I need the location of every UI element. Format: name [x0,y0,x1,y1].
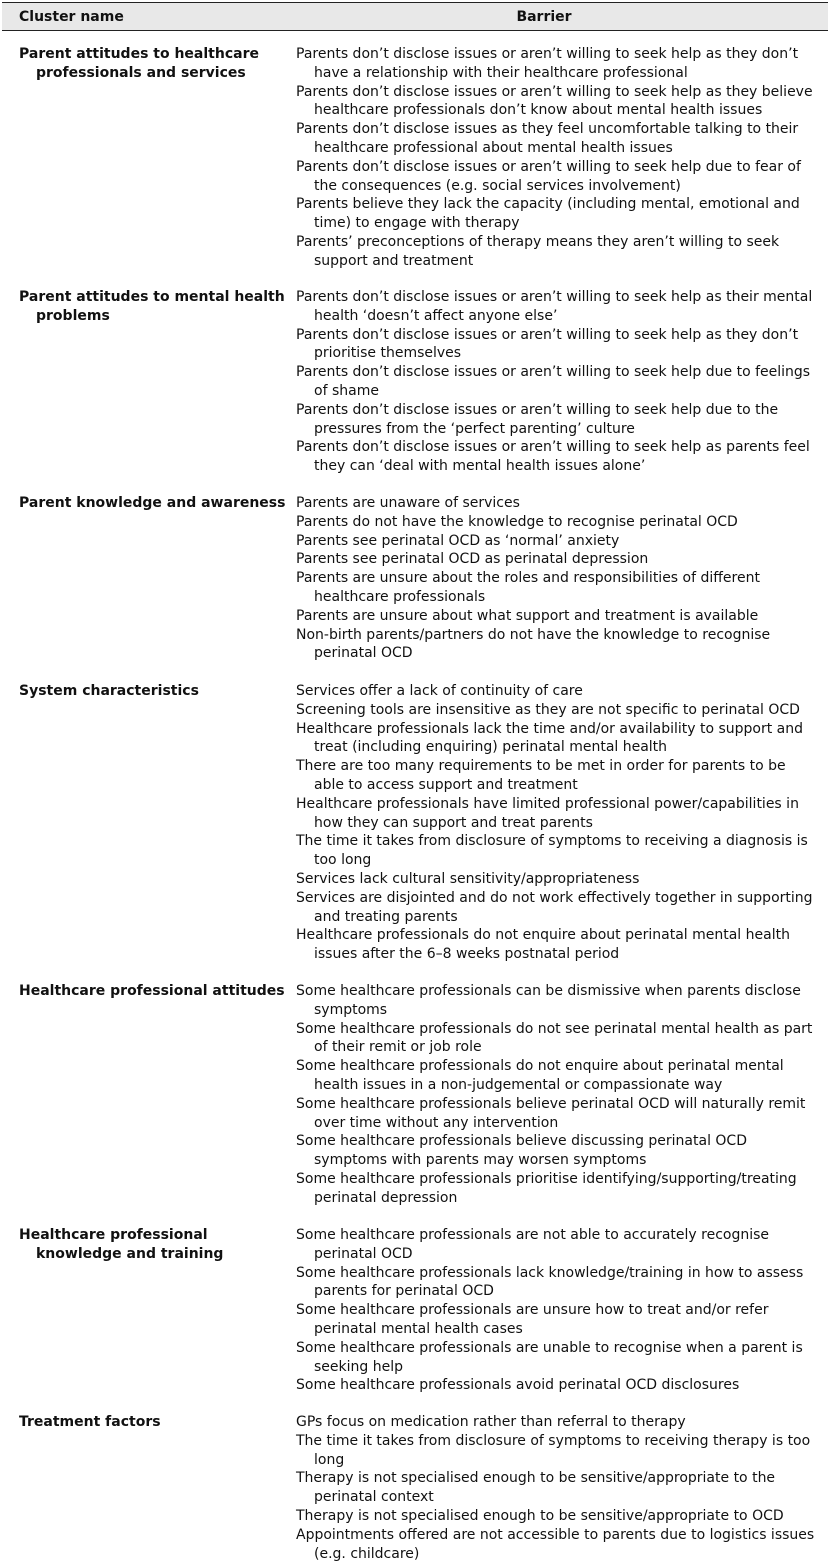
barrier-item: Healthcare professionals have limited professional power/capabilities in how they can support and treat parents [296,795,799,831]
barrier-list [296,1413,828,1563]
barrier-item: Non-birth parents/partners do not have the knowledge to recognise perinatal OCD [296,626,771,662]
barrier-item: The time it takes from disclosure of symptoms to receiving a diagnosis is too long [296,833,808,869]
barrier-item: Parents don’t disclose issues or aren’t willing to seek help as they don’t have a relationship with their healthcare professional [296,46,799,81]
barrier-item: Parents are unsure about what support and treatment is available [296,607,759,624]
barrier-item: Healthcare professionals lack the time and/or availability to support and treat (including enquiring) perinatal mental health [296,720,804,756]
cluster-name: Treatment factors [19,1414,161,1430]
header-barrier: Barrier [516,8,572,25]
cluster-name: Healthcare professional attitudes [19,983,285,999]
barrier-item: Some healthcare professionals do not enquire about perinatal mental health issues in a non-judgemental or compassionate way [296,1058,784,1093]
cluster-name: Parent knowledge and awareness [19,495,286,511]
barrier-item: Some healthcare professionals believe perinatal OCD will naturally remit over time without any intervention [296,1095,806,1131]
barrier-item: Parents do not have the knowledge to recognise perinatal OCD [296,513,738,530]
barrier-item: Parents are unsure about the roles and responsibilities of different healthcare professionals [296,570,760,605]
barrier-list [296,45,828,271]
barrier-item: Some healthcare professionals are not able to accurately recognise perinatal OCD [296,1227,770,1262]
table-row [2,982,828,1208]
barrier-item: Parents believe they lack the capacity (including mental, emotional and time) to engage with therapy [296,196,800,232]
barrier-item: Parents don’t disclose issues or aren’t willing to seek help as they don’t prioritise themselves [296,326,799,362]
barrier-item: Some healthcare professionals prioritise identifying/supporting/treating perinatal depression [296,1170,797,1206]
barrier-list [296,494,828,663]
barrier-item: Some healthcare professionals lack knowledge/training in how to assess parents for perinatal OCD [296,1264,804,1300]
barrier-item: Some healthcare professionals are unable to recognise when a parent is seeking help [296,1339,803,1375]
barrier-item: Parents are unaware of services [296,495,520,511]
barrier-item: Therapy is not specialised enough to be sensitive/appropriate to the perinatal context [296,1470,776,1506]
barrier-item: Some healthcare professionals do not see perinatal mental health as part of their remit or job role [296,1020,813,1056]
barriers-table [2,2,828,1562]
table-row [2,1413,828,1563]
barrier-list [296,1226,828,1395]
table-row [2,45,828,271]
table-row [2,288,828,476]
barrier-item: Healthcare professionals do not enquire about perinatal mental health issues after the 6–8 weeks postnatal period [296,927,790,963]
cluster-name: Healthcare professional knowledge and training [19,1227,224,1262]
table-row [2,1226,828,1395]
barrier-item: Services lack cultural sensitivity/appropriateness [296,870,640,887]
barrier-item: Screening tools are insensitive as they are not specific to perinatal OCD [296,701,800,718]
barrier-list [296,682,828,964]
barrier-item: Services are disjointed and do not work effectively together in supporting and treating parents [296,889,813,925]
barrier-item: There are too many requirements to be met in order for parents to be able to access support and treatment [296,758,786,793]
table-header [2,3,828,31]
barrier-list [296,982,828,1208]
barrier-item: The time it takes from disclosure of symptoms to receiving therapy is too long [296,1432,811,1468]
barrier-item: Therapy is not specialised enough to be sensitive/appropriate to OCD [296,1507,784,1524]
cluster-name: Parent attitudes to mental health problems [19,289,285,324]
barrier-item: Parents don’t disclose issues or aren’t willing to seek help as they believe healthcare professionals don’t know about mental health issues [296,83,813,119]
barrier-item: Parents see perinatal OCD as perinatal depression [296,551,649,568]
header-cluster-name: Cluster name [19,8,124,25]
barrier-item: Services offer a lack of continuity of care [296,683,583,699]
barrier-item: Parents don’t disclose issues or aren’t willing to seek help due to fear of the consequences (e.g. social services involvement) [296,158,801,194]
table-row [2,682,828,964]
barrier-item: Parents don’t disclose issues or aren’t willing to seek help due to feelings of shame [296,364,811,399]
barrier-item: Some healthcare professionals are unsure how to treat and/or refer perinatal mental health cases [296,1302,769,1337]
barrier-item: Parents don’t disclose issues or aren’t willing to seek help as their mental health ‘doesn’t affect anyone else’ [296,289,813,324]
cluster-name: System characteristics [19,683,199,699]
table-row [2,494,828,663]
barrier-item: Some healthcare professionals avoid perinatal OCD disclosures [296,1377,740,1394]
barrier-item: Appointments offered are not accessible to parents due to logistics issues (e.g. childcare) [296,1526,815,1562]
barrier-item: Parents don’t disclose issues as they feel uncomfortable talking to their healthcare professional about mental health issues [296,121,799,156]
barrier-list [296,288,828,476]
barrier-item: Parents’ preconceptions of therapy means they aren’t willing to seek support and treatment [296,233,780,269]
barrier-item: GPs focus on medication rather than referral to therapy [296,1414,686,1430]
cluster-name: Parent attitudes to healthcare professionals and services [19,46,259,81]
barrier-item: Some healthcare professionals can be dismissive when parents disclose symptoms [296,983,801,1018]
barrier-item: Parents don’t disclose issues or aren’t willing to seek help as parents feel they can ‘deal with mental health issues alone’ [296,439,810,475]
barrier-item: Some healthcare professionals believe discussing perinatal OCD symptoms with parents may worsen symptoms [296,1133,747,1169]
barrier-item: Parents don’t disclose issues or aren’t willing to seek help due to the pressures from the ‘perfect parenting’ culture [296,401,779,437]
barrier-item: Parents see perinatal OCD as ‘normal’ anxiety [296,532,620,549]
